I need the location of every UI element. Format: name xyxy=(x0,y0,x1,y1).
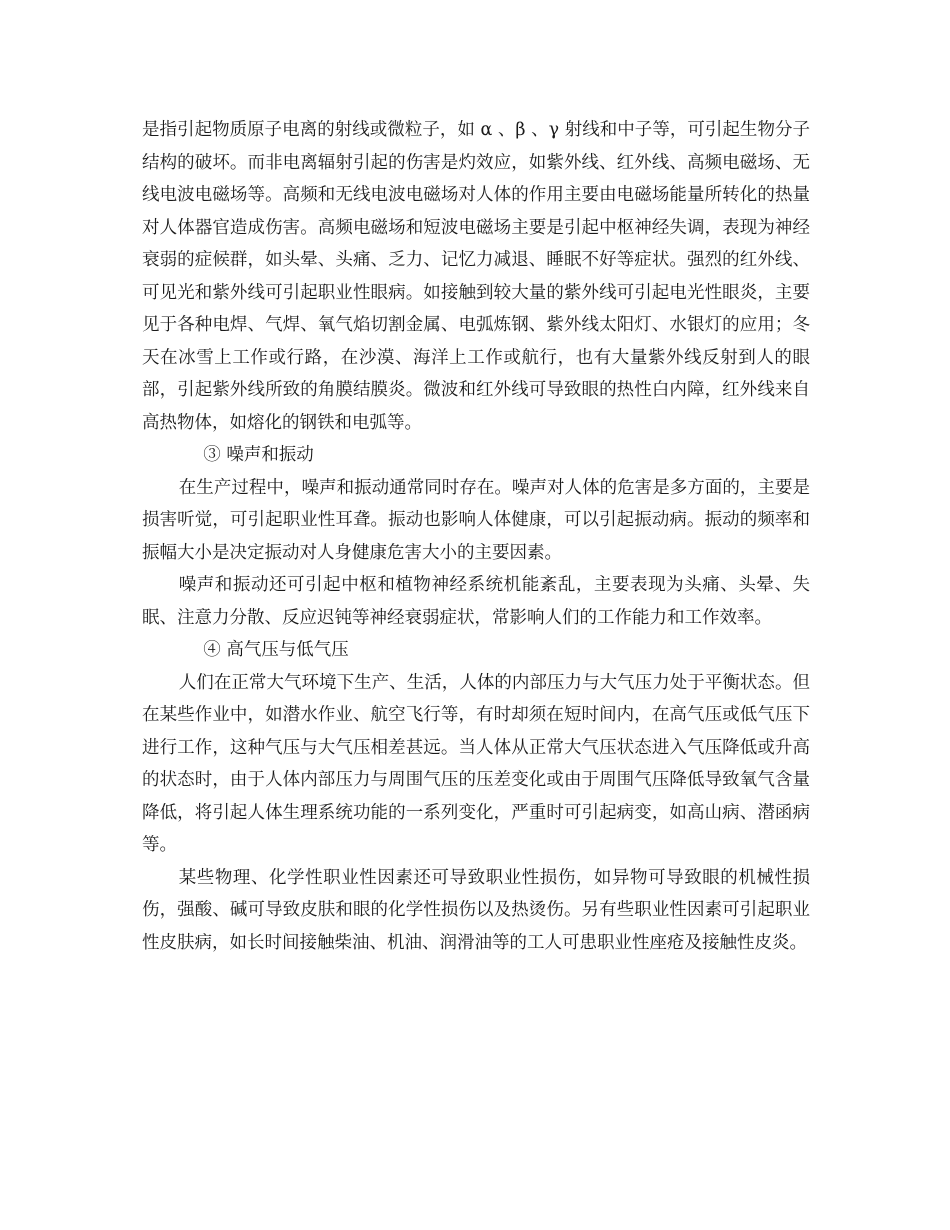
document-body xyxy=(142,114,810,959)
paragraph-radiation-continuation: 是指引起物质原子电离的射线或微粒子，如 α 、β 、γ 射线和中子等，可引起生物分子结构的破坏。而非电离辐射引起的伤害是灼效应，如紫外线、红外线、高频电磁场、无线电波电磁场等。高频和无线电波电磁场对人体的作用主要由电磁场能量所转化的热量对人体器官造成伤害。高频电磁场和短波电磁场主要是引起中枢神经失调，表现为神经衰弱的症候群，如头晕、头痛、乏力、记忆力减退、睡眠不好等症状。强烈的红外线、可见光和紫外线可引起职业性眼病。如接触到较大量的紫外线可引起电光性眼炎，主要见于各种电焊、气焊、氧气焰切割金属、电弧炼钢、紫外线太阳灯、水银灯的应用；冬天在冰雪上工作或行路，在沙漠、海洋上工作或航行，也有大量紫外线反射到人的眼部，引起紫外线所致的角膜结膜炎。微波和红外线可导致眼的热性白内障，红外线来自高热物体，如熔化的钢铁和电弧等。 xyxy=(142,120,810,433)
section-heading-noise-vibration: ③ 噪声和振动 xyxy=(203,445,314,465)
section-heading-air-pressure: ④ 高气压与低气压 xyxy=(203,640,349,660)
paragraph-noise-nervous-system: 噪声和振动还可引起中枢和植物神经系统机能紊乱，主要表现为头痛、头晕、失眠、注意力分散、反应迟钝等神经衰弱症状，常影响人们的工作能力和工作效率。 xyxy=(142,575,810,628)
paragraph-noise-vibration: 在生产过程中，噪声和振动通常同时存在。噪声对人体的危害是多方面的，主要是损害听觉，可引起职业性耳聋。振动也影响人体健康，可以引起振动病。振动的频率和振幅大小是决定振动对人身健康危害大小的主要因素。 xyxy=(142,477,810,563)
paragraph-air-pressure: 人们在正常大气环境下生产、生活，人体的内部压力与大气压力处于平衡状态。但在某些作业中，如潜水作业、航空飞行等，有时却须在短时间内，在高气压或低气压下进行工作，这种气压与大气压相差甚远。当人体从正常大气压状态进入气压降低或升高的状态时，由于人体内部压力与周围气压的压差变化或由于周围气压降低导致氧气含量降低，将引起人体生理系统功能的一系列变化，严重时可引起病变，如高山病、潜函病等。 xyxy=(142,672,810,855)
paragraph-occupational-injury: 某些物理、化学性职业性因素还可导致职业性损伤，如异物可导致眼的机械性损伤，强酸、碱可导致皮肤和眼的化学性损伤以及热烫伤。另有些职业性因素可引起职业性皮肤病，如长时间接触柴油、机油、润滑油等的工人可患职业性座疮及接触性皮炎。 xyxy=(142,867,810,953)
